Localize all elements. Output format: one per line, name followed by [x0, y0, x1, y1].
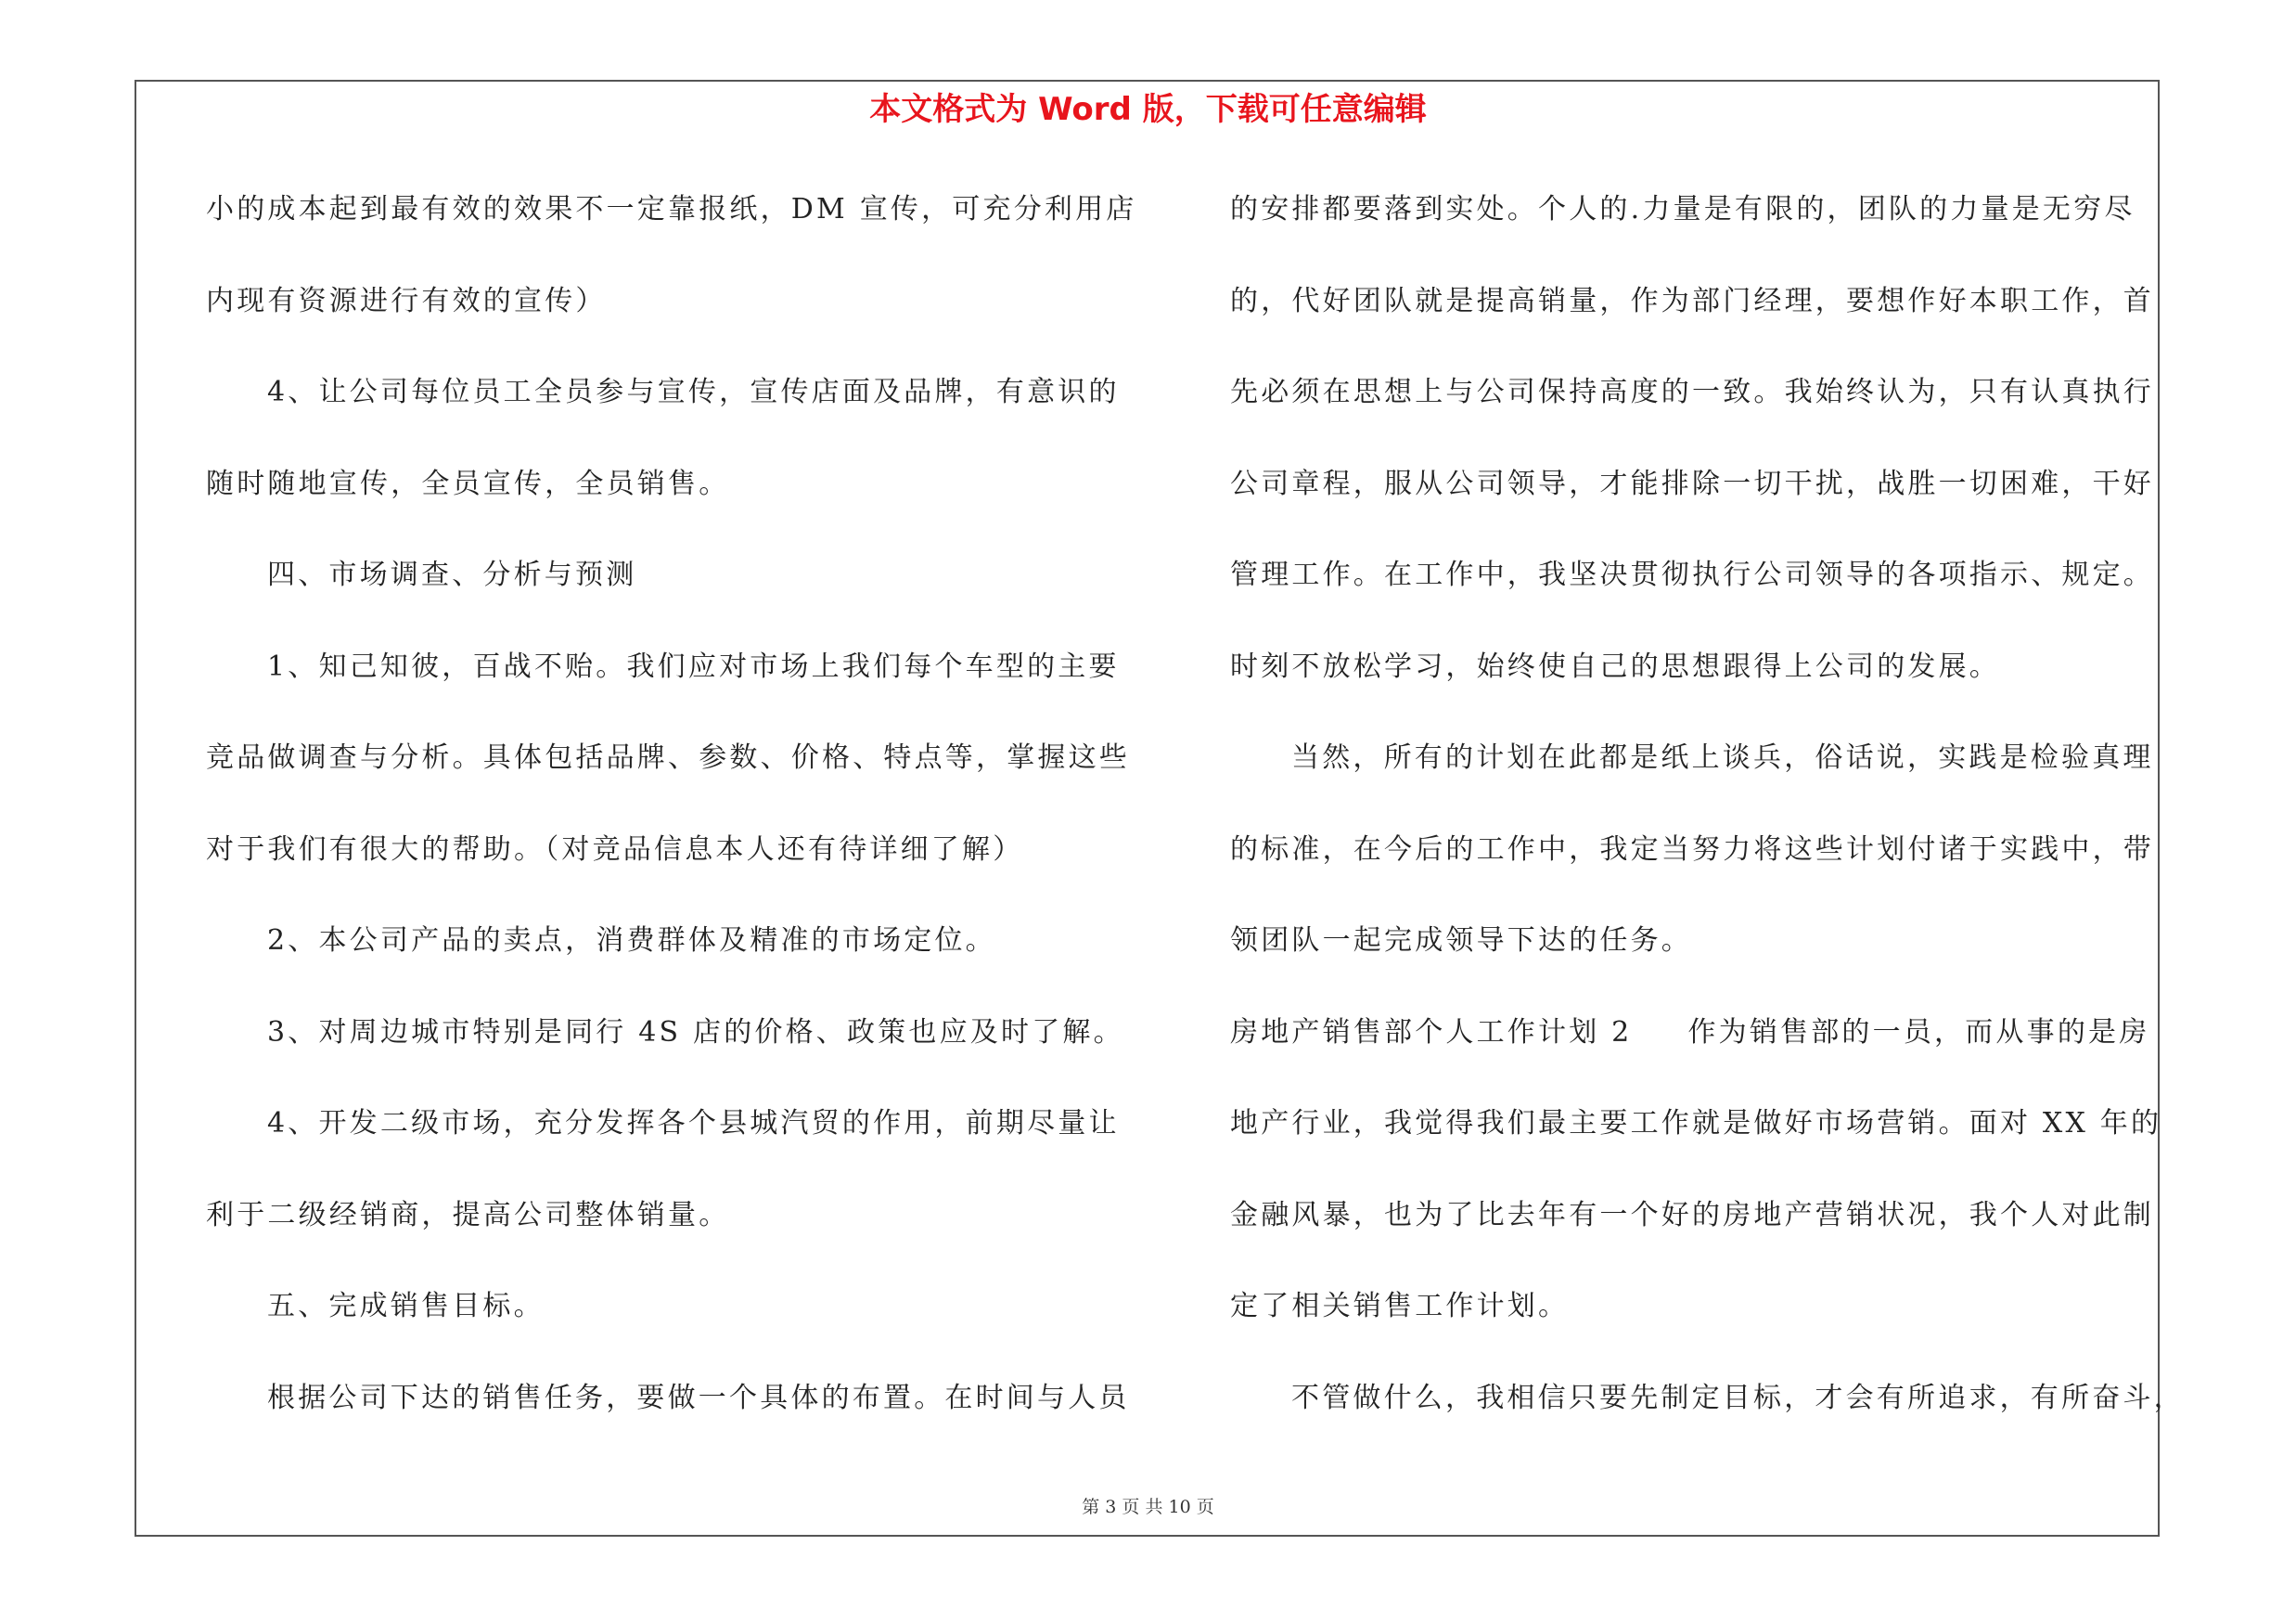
paragraph-text: 时刻不放松学习，始终使自己的思想跟得上公司的发展。 — [1230, 650, 2000, 683]
paragraph-text: 公司章程，服从公司领导，才能排除一切干扰，战胜一切困难，干好 — [1230, 467, 2154, 500]
paragraph-text: 五、完成销售目标。 — [267, 1290, 545, 1322]
paragraph-line — [206, 913, 1134, 1005]
paragraph-line — [1230, 913, 2172, 1005]
paragraph-line — [206, 1279, 1134, 1371]
paragraph-line — [1230, 1096, 2172, 1188]
paragraph-line — [206, 730, 1134, 822]
paragraph-line — [1230, 547, 2172, 639]
paragraph-text: 不管做什么，我相信只要先制定目标，才会有所追求，有所奋斗， — [1291, 1381, 2185, 1414]
paragraph-line — [1230, 274, 2172, 366]
paragraph-text: 2、本公司产品的卖点，消费群体及精准的市场定位。 — [267, 924, 996, 957]
paragraph-line — [206, 822, 1134, 914]
paragraph-line — [1230, 1005, 2172, 1097]
right-text-column — [1230, 182, 2185, 1462]
paragraph-line — [206, 1096, 1134, 1188]
paragraph-line — [206, 1371, 1134, 1462]
paragraph-line — [1230, 730, 2172, 822]
paragraph-text: 定了相关销售工作计划。 — [1230, 1290, 1570, 1322]
paragraph-line — [1230, 639, 2172, 731]
paragraph-text: 四、市场调查、分析与预测 — [267, 559, 637, 591]
paragraph-line — [206, 457, 1134, 548]
paragraph-text: 内现有资源进行有效的宣传） — [206, 284, 607, 317]
paragraph-line — [206, 182, 1137, 274]
word-format-banner: 本文格式为 Word 版，下载可任意编辑 — [869, 91, 1427, 128]
paragraph-text: 当然，所有的计划在此都是纸上谈兵，俗话说，实践是检验真理 — [1291, 741, 2154, 774]
paragraph-line — [1230, 365, 2172, 457]
paragraph-text: 金融风暴，也为了比去年有一个好的房地产营销状况，我个人对此制 — [1230, 1198, 2154, 1231]
paragraph-text: 地产行业，我觉得我们最主要工作就是做好市场营销。面对 XX 年的 — [1230, 1107, 2162, 1140]
paragraph-line — [1230, 182, 2172, 274]
paragraph-line — [206, 1188, 1134, 1280]
paragraph-text: 的标准，在今后的工作中，我定当努力将这些计划付诸于实践中，带 — [1230, 832, 2154, 866]
paragraph-line — [206, 274, 1134, 366]
paragraph-text: 竞品做调查与分析。具体包括品牌、参数、价格、特点等，掌握这些 — [206, 741, 1130, 774]
paragraph-text: 的安排都要落到实处。个人的.力量是有限的，团队的力量是无穷尽 — [1230, 193, 2136, 225]
paragraph-text-continuation: 作为销售部的一员，而从事的是房 — [1687, 1015, 2150, 1049]
left-text-column — [206, 182, 1137, 1462]
paragraph-line — [1230, 457, 2172, 548]
paragraph-text: 的，代好团队就是提高销量，作为部门经理，要想作好本职工作，首 — [1230, 284, 2154, 317]
paragraph-line — [206, 1005, 1134, 1097]
paragraph-line — [206, 365, 1134, 457]
paragraph-text: 根据公司下达的销售任务，要做一个具体的布置。在时间与人员 — [267, 1381, 1130, 1414]
page-number-footer: 第 3 页 共 10 页 — [1082, 1497, 1214, 1517]
paragraph-text: 对于我们有很大的帮助。（对竞品信息本人还有待详细了解） — [206, 832, 1024, 866]
paragraph-line — [1230, 1279, 2172, 1371]
paragraph-line — [1230, 1371, 2185, 1462]
paragraph-text: 随时随地宣传，全员宣传，全员销售。 — [206, 467, 730, 500]
paragraph-line — [1230, 1188, 2172, 1280]
paragraph-text: 3、对周边城市特别是同行 4S 店的价格、政策也应及时了解。 — [267, 1015, 1124, 1049]
paragraph-text: 利于二级经销商，提高公司整体销量。 — [206, 1198, 730, 1231]
paragraph-text: 4、让公司每位员工全员参与宣传，宣传店面及品牌，有意识的 — [267, 376, 1120, 408]
paragraph-text: 先必须在思想上与公司保持高度的一致。我始终认为，只有认真执行 — [1230, 376, 2154, 408]
paragraph-line — [206, 639, 1134, 731]
paragraph-text: 小的成本起到最有效的效果不一定靠报纸，DM 宣传，可充分利用店 — [206, 193, 1137, 225]
paragraph-text: 房地产销售部个人工作计划 2 — [1230, 1015, 1633, 1049]
paragraph-text: 1、知己知彼，百战不贻。我们应对市场上我们每个车型的主要 — [267, 650, 1120, 683]
paragraph-line — [206, 547, 1134, 639]
paragraph-text: 领团队一起完成领导下达的任务。 — [1230, 924, 1692, 957]
paragraph-line — [1230, 822, 2172, 914]
paragraph-text: 管理工作。在工作中，我坚决贯彻执行公司领导的各项指示、规定。 — [1230, 559, 2154, 591]
paragraph-text: 4、开发二级市场，充分发挥各个县城汽贸的作用，前期尽量让 — [267, 1107, 1120, 1140]
